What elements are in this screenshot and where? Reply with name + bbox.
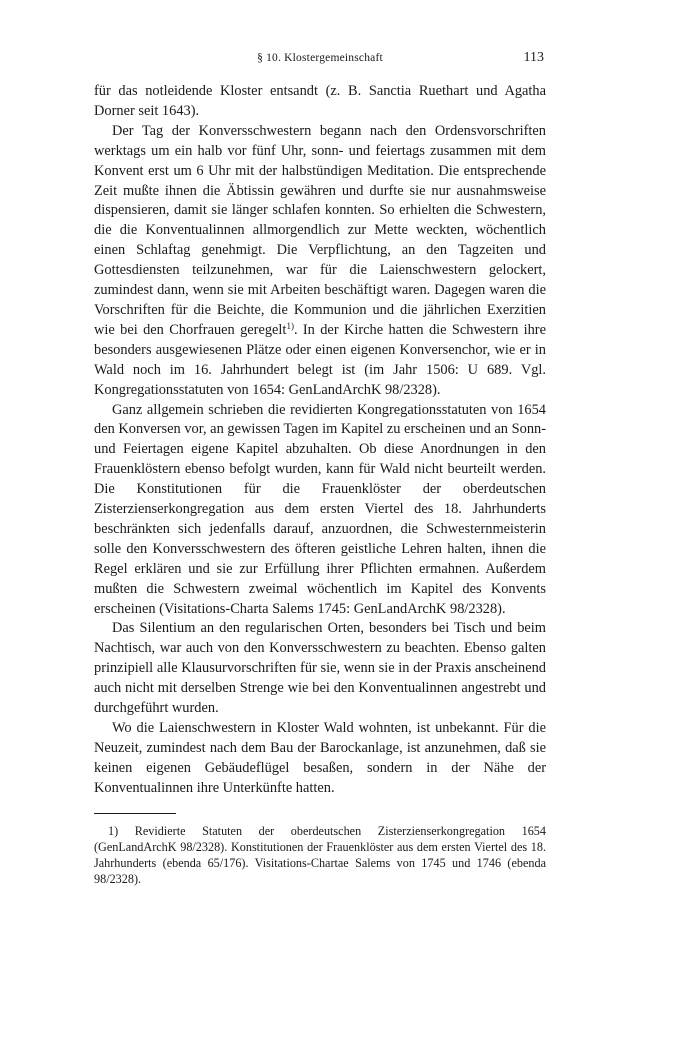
- footnote-marker: 1): [108, 823, 119, 838]
- book-page: [94, 50, 546, 887]
- paragraph-text: für das notleidende Kloster entsandt (z. B. Sanctia Ruethart und Agatha Dorner seit 1643).: [94, 83, 546, 119]
- paragraph-text: Das Silentium an den regularischen Orten, besonders bei Tisch und beim Nachtisch, war auch von den Konversschwestern zu beachten. Ebenso galten prinzipiell alle Klausurvorschriften für sie, wenn sie in der Praxis anscheinend auch nicht mit derselben Strenge wie bei den Konventualinnen angestrebt und durchgeführt wurden.: [94, 620, 546, 717]
- paragraph-lodging: [94, 719, 546, 799]
- paragraph-silentium: [94, 619, 546, 719]
- footnote-reference[interactable]: 1): [286, 320, 294, 331]
- paragraph-text: Wo die Laienschwestern in Kloster Wald wohnten, ist unbekannt. Für die Neuzeit, zumindest nach dem Bau der Barockanlage, ist anzunehmen, daß sie keinen eigenen Gebäudeflügel besaßen, sondern in der Nähe der Konventualinnen ihre Unterkünfte hatten.: [94, 720, 546, 796]
- footnote-text: Revidierte Statuten der oberdeutschen Zisterzienserkongregation 1654 (GenLandArchK 98/2328). Konstitutionen der Frauenklöster aus dem ersten Viertel des 18. Jahrhunderts (ebenda 65/176). Visitations-Chartae Salems von 1745 und 1746 (ebenda 98/2328).: [94, 823, 546, 886]
- paragraph-text: Ganz allgemein schrieben die revidierten Kongregationsstatuten von 1654 den Konversen vor, an gewissen Tagen im Kapitel zu erscheinen und an Sonn- und Feiertagen eigene Kapitel abzuhalten. Ob diese Anordnungen in den Frauenklöstern ebenso befolgt wurden, kann für Wald nicht beurteilt werden. Die Konstitutionen für die Frauenklöster der oberdeutschen Zisterzienserkongregation aus dem ersten Viertel des 18. Jahrhunderts beschränkten sich jedenfalls darauf, anzuordnen, die Schwesternmeisterin solle den Konversschwestern des öfteren geistliche Lehren halten, ihnen die Regel erklären und sie zur Erfüllung ihrer Pflichten ermahnen. Außerdem mußten die Schwestern zweimal wöchentlich im Kapitel des Konvents erscheinen (Visitations-Charta Salems 1745: GenLandArchK 98/2328).: [94, 401, 546, 617]
- paragraph-text: In der Kirche hatten die Schwestern ihre besonders ausgewiesenen Plätze oder einen eigenen Konversenchor, wie er in Wald noch im 16. Jahrhundert belegt ist (im Jahr 1506: U 689. Vgl. Kongregationsstatuten von 1654: GenLandArchK 98/2328).: [94, 321, 546, 398]
- paragraph-chapter-rules: [94, 401, 546, 620]
- page-number: 113: [523, 50, 544, 65]
- paragraph-continued: [94, 82, 546, 122]
- footnote: [94, 823, 546, 887]
- footnote-divider: [94, 813, 176, 814]
- running-head: [94, 50, 546, 76]
- running-title: § 10. Klostergemeinschaft: [257, 52, 383, 64]
- paragraph-text: Der Tag der Konversschwestern begann nach den Ordensvorschriften werktags um ein halb vor fünf Uhr, sonn- und feiertags zusammen mit dem Konvent erst um 6 Uhr mit der halbstündigen Meditation. Die entsprechende Zeit mußte ihnen die Äbtissin gewähren und durfte sie nur ausnahmsweise dispensieren, damit sie länger schlafen konnten. So erhielten die Schwestern, die die Konventualinnen allmorgendlich zur Mette weckten, wöchentlich einen Schlaftag genehmigt. Die Verpflichtung, an den Tagzeiten und Gottesdiensten teilzunehmen, war für die Laienschwestern gelockert, zumindest dann, wenn sie mit Arbeiten beschäftigt waren. Dagegen waren die Vorschriften für die Beichte, die Kommunion und die jährlichen Exerzitien wie bei den Chorfrauen geregelt: [94, 122, 546, 338]
- paragraph-daily-schedule: Der Tag der Konversschwestern begann nach den Ordensvorschriften werktags um ein halb vor fünf Uhr, sonn- und feiertags zusammen mit dem Konvent erst um 6 Uhr mit der halbstündigen Meditation. Die entsprechende Zeit mußte ihnen die Äbtissin gewähren und durfte sie nur ausnahmsweise dispensieren, damit sie länger schlafen konnten. So erhielten die Schwestern, die die Konventualinnen allmorgendlich zur Mette weckten, wöchentlich einen Schlaftag genehmigt. Die Verpflichtung, an den Tagzeiten und Gottesdiensten teilzunehmen, war für die Laienschwestern gelockert, zumindest dann, wenn sie mit Arbeiten beschäftigt waren. Dagegen waren die Vorschriften für die Beichte, die Kommunion und die jährlichen Exerzitien wie bei den Chorfrauen geregelt$^{1)}$. In der Kirche hatten die Schwestern ihre besonders ausgewiesenen Plätze oder einen eigenen Konversenchor, wie er in Wald noch im 16. Jahrhundert belegt ist (im Jahr 1506: U 689. Vgl. Kongregationsstatuten von 1654: GenLandArchK 98/2328).: [94, 122, 546, 398]
- body-text: [94, 82, 546, 799]
